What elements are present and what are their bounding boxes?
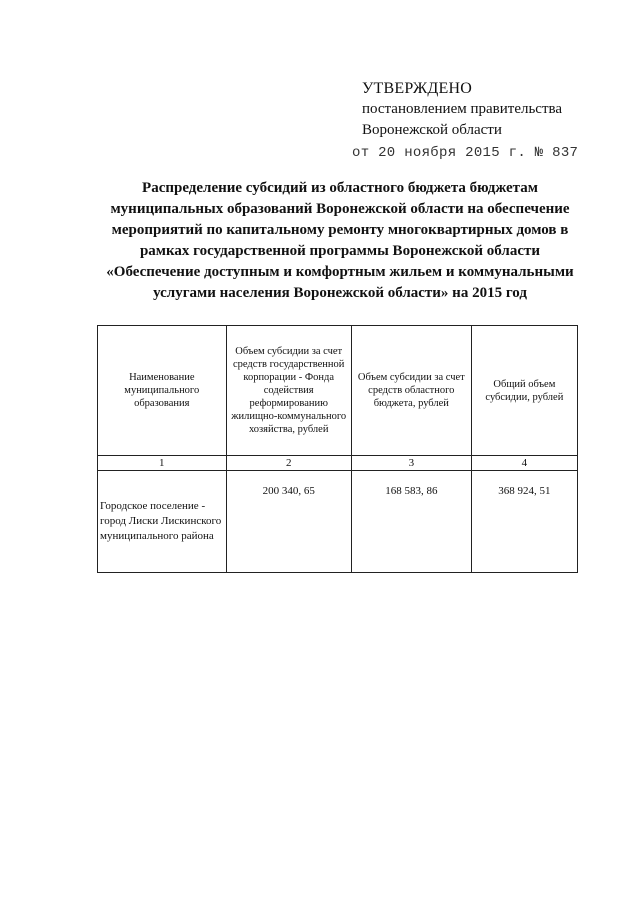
approval-heading: УТВЕРЖДЕНО	[362, 80, 473, 97]
column-number-1: 1	[98, 456, 227, 471]
column-number-2: 2	[226, 456, 351, 471]
document-title	[95, 178, 585, 304]
fund-subsidy-value: 200 340, 65	[226, 471, 351, 573]
column-number-4: 4	[471, 456, 577, 471]
total-subsidy-value: 368 924, 51	[471, 471, 577, 573]
header-regional-subsidy: Объем субсидии за счет средств областного бюджета, рублей	[351, 326, 471, 456]
approval-date: от 20 ноября 2015 г. № 837	[352, 145, 579, 161]
title-line-3: мероприятий по капитальному ремонту многоквартирных домов в	[111, 222, 569, 238]
approval-line-2: Воронежской области	[362, 122, 502, 138]
title-line-6: услугами населения Воронежской области» на 2015 год	[153, 285, 527, 301]
header-total-subsidy: Общий объем субсидии, рублей	[471, 326, 577, 456]
title-line-5: «Обеспечение доступным и комфортным жильем и коммунальными	[106, 264, 574, 280]
column-number-3: 3	[351, 456, 471, 471]
approval-line-1: постановлением правительства	[362, 101, 563, 117]
approval-block	[352, 78, 579, 164]
municipality-name: Городское поселение - город Лиски Лискинского муниципального района	[98, 471, 227, 573]
table-header-row	[98, 326, 578, 456]
column-number-row	[98, 456, 578, 471]
title-line-2: муниципальных образований Воронежской области на обеспечение	[110, 201, 570, 217]
subsidy-table	[97, 325, 578, 573]
header-municipality: Наименование муниципального образования	[98, 326, 227, 456]
table-row	[98, 471, 578, 573]
title-line-1: Распределение субсидий из областного бюджета бюджетам	[142, 180, 538, 196]
title-line-4: рамках государственной программы Воронежской области	[139, 243, 541, 259]
header-fund-subsidy: Объем субсидии за счет средств государственной корпорации - Фонда содействия реформированию жилищно-коммунального хозяйства, рублей	[226, 326, 351, 456]
regional-subsidy-value: 168 583, 86	[351, 471, 471, 573]
